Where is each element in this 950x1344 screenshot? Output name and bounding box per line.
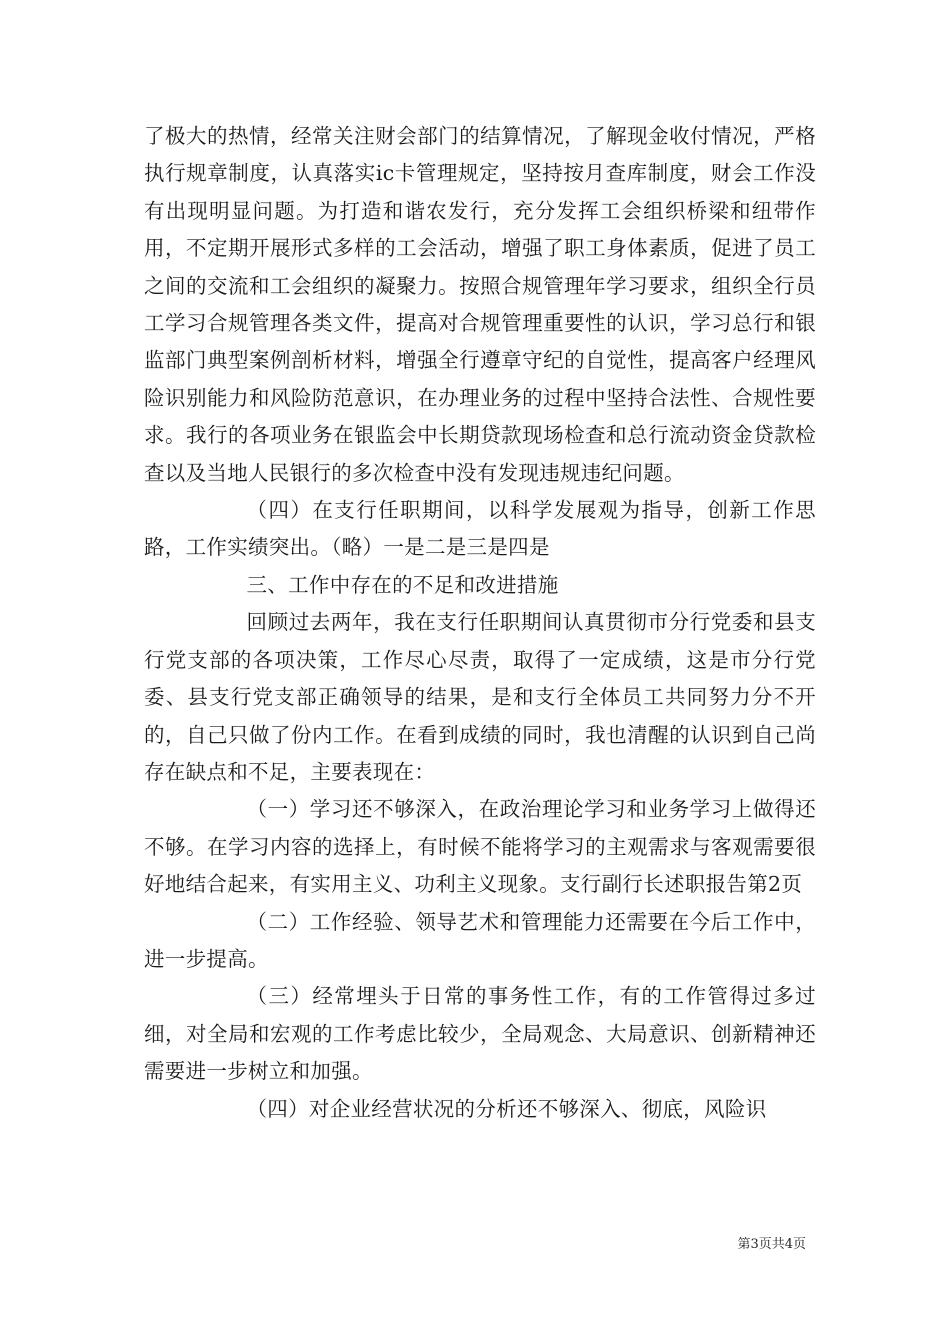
paragraph-shortcoming-four: （四）对企业经营状况的分析还不够深入、彻底，风险识 [246, 1096, 767, 1121]
page-number-footer: 第3页共4页 [737, 1237, 806, 1252]
paragraph-item-four-innovation: （四）在支行任职期间，以科学发展观为指导，创新工作思路，工作实绩突出。（略）一是二是三是四是 [144, 498, 816, 560]
paragraph-shortcoming-one: （一）学习还不够深入，在政治理论学习和业务学习上做得还不够。在学习内容的选择上，有时候不能将学习的主观需求与客观需要很好地结合起来，有实用主义、功利主义现象。支行副行长述职报告第2页 [144, 797, 816, 897]
paragraph-shortcoming-three: （三）经常埋头于日常的事务性工作，有的工作管得过多过细，对全局和宏观的工作考虑比较少，全局观念、大局意识、创新精神还需要进一步树立和加强。 [144, 984, 816, 1084]
paragraph-continued: 了极大的热情，经常关注财会部门的结算情况，了解现金收付情况，严格执行规章制度，认真落实ic卡管理规定，坚持按月查库制度，财会工作没有出现明显问题。为打造和谐农发行，充分发挥工会组织桥梁和纽带作用，不定期开展形式多样的工会活动，增强了职工身体素质，促进了员工之间的交流和工会组织的凝聚力。按照合规管理年学习要求，组织全行员工学习合规管理各类文件，提高对合规管理重要性的认识，学习总行和银监部门典型案例剖析材料，增强全行遵章守纪的自觉性，提高客户经理风险识别能力和风险防范意识，在办理业务的过程中坚持合法性、合规性要求。我行的各项业务在银监会中长期贷款现场检查和总行流动资金贷款检查以及当地人民银行的多次检查中没有发现违规违纪问题。 [144, 124, 816, 485]
document-body [144, 118, 816, 1128]
paragraph-shortcoming-two: （二）工作经验、领导艺术和管理能力还需要在今后工作中，进一步提高。 [144, 909, 816, 971]
paragraph-review: 回顾过去两年，我在支行任职期间认真贯彻市分行党委和县支行党支部的各项决策，工作尽心尽责，取得了一定成绩，这是市分行党委、县支行党支部正确领导的结果，是和支行全体员工共同努力分不开的，自己只做了份内工作。在看到成绩的同时，我也清醒的认识到自己尚存在缺点和不足，主要表现在： [144, 610, 816, 784]
section-heading-three: 三、工作中存在的不足和改进措施 [246, 572, 559, 597]
